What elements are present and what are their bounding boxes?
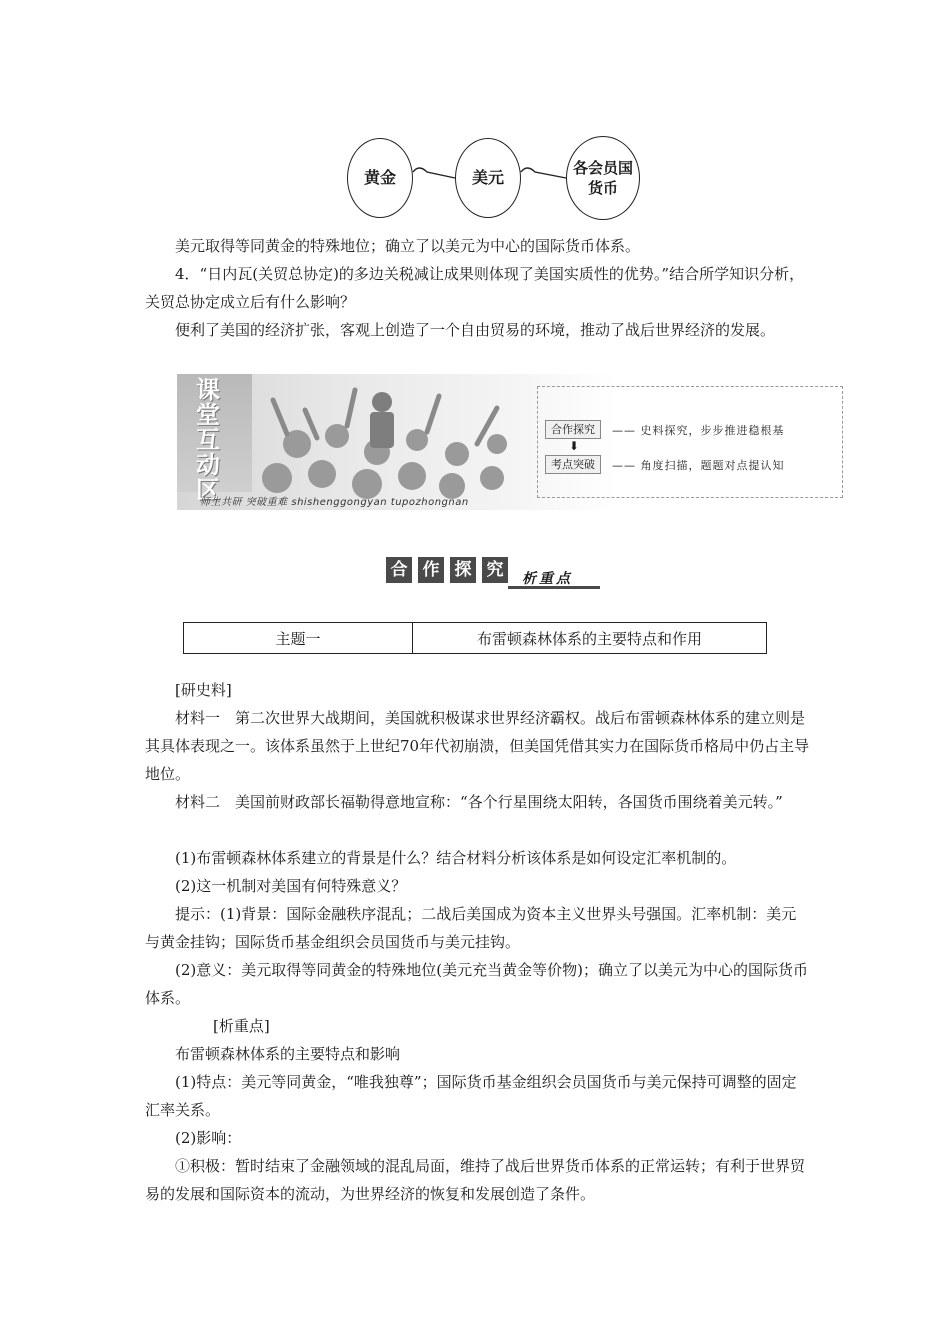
banner-info-box [537, 386, 843, 498]
diagram-node-member-currencies: 各会员国货币 [566, 136, 640, 220]
paragraph-question-4: 4．“日内瓦(关贸总协定)的多边关税减让成果则体现了美国实质性的优势。”结合所学知识分析，关贸总协定成立后有什么影响？ [145, 265, 805, 311]
arrow-down-icon: ⬇ [569, 439, 580, 453]
paragraph-dollar-status: 美元取得等同黄金的特殊地位；确立了以美元为中心的国际货币体系。 [175, 237, 641, 255]
banner-subtitle: 师生共研 突破重难 shishenggongyan tupozhongnan [200, 497, 469, 508]
diagram-node-dollar: 美元 [455, 138, 521, 218]
section-header-char: 合 [386, 557, 412, 583]
section-header-sub: 析重点 [522, 571, 573, 587]
material-one: 材料一 第二次世界大战期间，美国就积极谋求世界经济霸权。战后布雷顿森林体系的建立则是其具体表现之一。该体系虽然于上世纪70年代初崩溃，但美国凭借其实力在国际货币格局中仍占主导地位。 [145, 709, 810, 783]
analysis-label: [析重点] [213, 1017, 270, 1035]
hint-1: 提示：(1)背景：国际金融秩序混乱；二战后美国成为资本主义世界头号强国。汇率机制：美元与黄金挂钩；国际货币基金组织会员国货币与美元挂钩。 [145, 905, 797, 951]
tag-key-points-desc: —— 角度扫描，题题对点提认知 [612, 459, 785, 472]
impact-label: (2)影响： [175, 1129, 242, 1147]
section-header-char: 探 [450, 557, 476, 583]
tag-cooperative-inquiry: 合作探究 [545, 420, 601, 439]
material-two: 材料二 美国前财政部长福勒得意地宣称：“各个行星围绕太阳转，各国货币围绕着美元转。” [175, 793, 783, 811]
research-label: [研史料] [175, 681, 232, 699]
diagram-connectors [0, 0, 950, 240]
paragraph-answer-4: 便利了美国的经济扩张，客观上创造了一个自由贸易的环境，推动了战后世界经济的发展。 [175, 321, 776, 339]
tag-cooperative-inquiry-desc: —— 史料探究，步步推进稳根基 [612, 424, 785, 437]
feature-text: (1)特点：美元等同黄金，“唯我独尊”；国际货币基金组织会员国货币与美元保持可调整的固定汇率关系。 [145, 1073, 797, 1119]
topic-title: 布雷顿森林体系的主要特点和作用 [413, 623, 767, 654]
impact-positive: ①积极：暂时结束了金融领域的混乱局面，维持了战后世界货币体系的正常运转；有利于世界贸易的发展和国际资本的流动，为世界经济的恢复和发展创造了条件。 [145, 1157, 806, 1203]
section-header-char: 究 [482, 557, 508, 583]
analysis-title: 布雷顿森林体系的主要特点和影响 [175, 1045, 401, 1063]
topic-label: 主题一 [184, 623, 413, 654]
question-1: (1)布雷顿森林体系建立的背景是什么？结合材料分析该体系是如何设定汇率机制的。 [175, 849, 737, 867]
banner-title: 课堂互动区 [196, 376, 220, 504]
diagram-node-gold: 黄金 [347, 138, 413, 218]
tag-key-points: 考点突破 [545, 455, 601, 474]
section-header-char: 作 [418, 557, 444, 583]
topic-table [183, 622, 767, 654]
question-2: (2)这一机制对美国有何特殊意义？ [175, 877, 407, 895]
hint-2: (2)意义：美元取得等同黄金的特殊地位(美元充当黄金等价物)；确立了以美元为中心的国际货币体系。 [145, 961, 808, 1007]
